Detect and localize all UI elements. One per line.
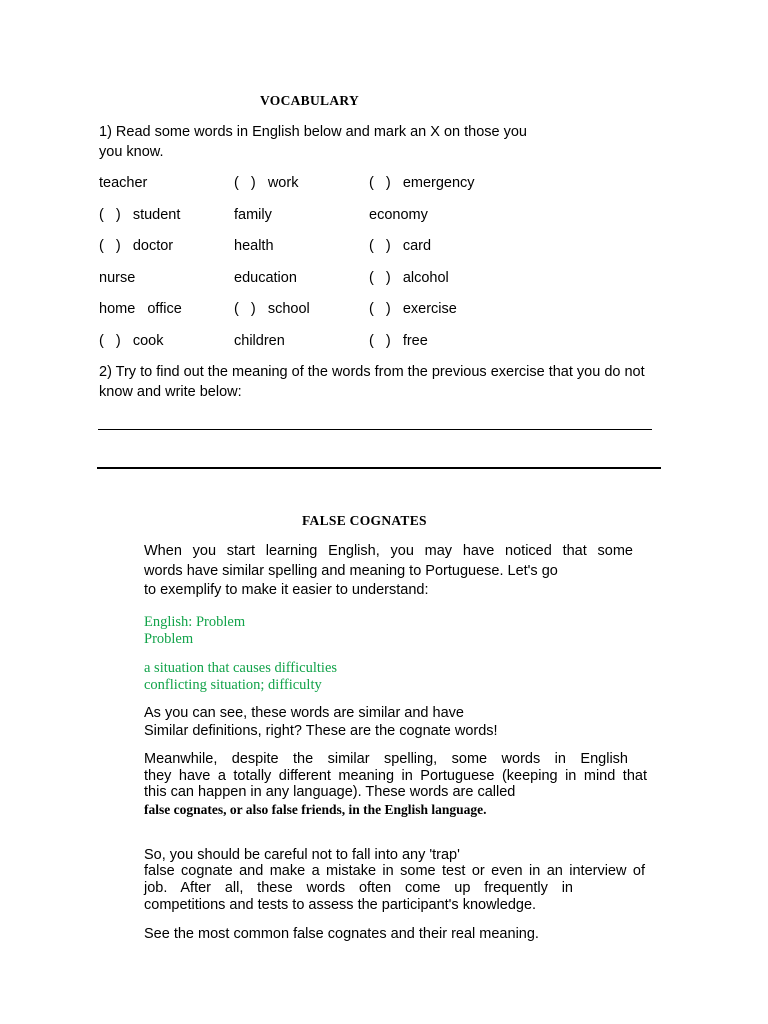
careful-line-2: false cognate and make a mistake in some test or even in an interview of bbox=[144, 863, 645, 879]
vocabulary-title: VOCABULARY bbox=[260, 93, 360, 108]
word-cell[interactable]: ( ) exercise bbox=[369, 301, 457, 317]
similar-line-2: Similar definitions, right? These are the cognate words! bbox=[144, 723, 498, 739]
example-english: English: Problem bbox=[144, 614, 246, 630]
question-2-line-1: 2) Try to find out the meaning of the words from the previous exercise that you do not bbox=[99, 364, 645, 380]
closing-line: See the most common false cognates and their real meaning. bbox=[144, 926, 539, 942]
definition-portuguese: conflicting situation; difficulty bbox=[144, 677, 322, 693]
answer-line[interactable] bbox=[98, 429, 652, 430]
false-cognates-title: FALSE COGNATES bbox=[302, 513, 427, 528]
definition-english: a situation that causes difficulties bbox=[144, 660, 338, 676]
example-portuguese: Problem bbox=[144, 631, 194, 647]
word-cell[interactable]: ( ) work bbox=[234, 175, 299, 191]
intro-line-1: When you start learning English, you may have noticed that some bbox=[144, 543, 633, 559]
question-1-line-1: 1) Read some words in English below and mark an X on those you bbox=[99, 124, 527, 140]
word-cell[interactable]: children bbox=[234, 333, 285, 349]
meanwhile-line-3: this can happen in any language). These words are called bbox=[144, 784, 516, 800]
question-2-line-2: know and write below: bbox=[99, 384, 242, 400]
section-divider bbox=[97, 467, 661, 469]
word-cell[interactable]: ( ) emergency bbox=[369, 175, 475, 191]
similar-line-1: As you can see, these words are similar and have bbox=[144, 705, 464, 721]
word-cell[interactable]: ( ) cook bbox=[99, 333, 164, 349]
intro-line-3: to exemplify to make it easier to understand: bbox=[144, 582, 429, 598]
word-cell[interactable]: education bbox=[234, 270, 297, 286]
word-cell[interactable]: family bbox=[234, 207, 272, 223]
word-cell[interactable]: home office bbox=[99, 301, 182, 317]
careful-line-1: So, you should be careful not to fall into any 'trap' bbox=[144, 847, 460, 863]
meanwhile-line-1: Meanwhile, despite the similar spelling, some words in English bbox=[144, 751, 628, 767]
question-1-line-2: you know. bbox=[99, 144, 164, 160]
meanwhile-bold: false cognates, or also false friends, in the English language. bbox=[144, 802, 487, 817]
careful-line-3: job. After all, these words often come up frequently in bbox=[144, 880, 573, 896]
meanwhile-line-2: they have a totally different meaning in Portuguese (keeping in mind that bbox=[144, 768, 647, 784]
word-cell[interactable]: ( ) school bbox=[234, 301, 310, 317]
careful-line-4: competitions and tests to assess the participant's knowledge. bbox=[144, 897, 537, 913]
word-cell[interactable]: ( ) student bbox=[99, 207, 181, 223]
word-cell[interactable]: ( ) free bbox=[369, 333, 428, 349]
intro-line-2: words have similar spelling and meaning to Portuguese. Let's go bbox=[144, 563, 558, 579]
word-cell[interactable]: teacher bbox=[99, 175, 148, 191]
word-cell[interactable]: ( ) alcohol bbox=[369, 270, 449, 286]
word-cell[interactable]: ( ) card bbox=[369, 238, 432, 254]
word-cell[interactable]: health bbox=[234, 238, 274, 254]
word-cell[interactable]: nurse bbox=[99, 270, 136, 286]
word-cell[interactable]: economy bbox=[369, 207, 428, 223]
word-cell[interactable]: ( ) doctor bbox=[99, 238, 174, 254]
